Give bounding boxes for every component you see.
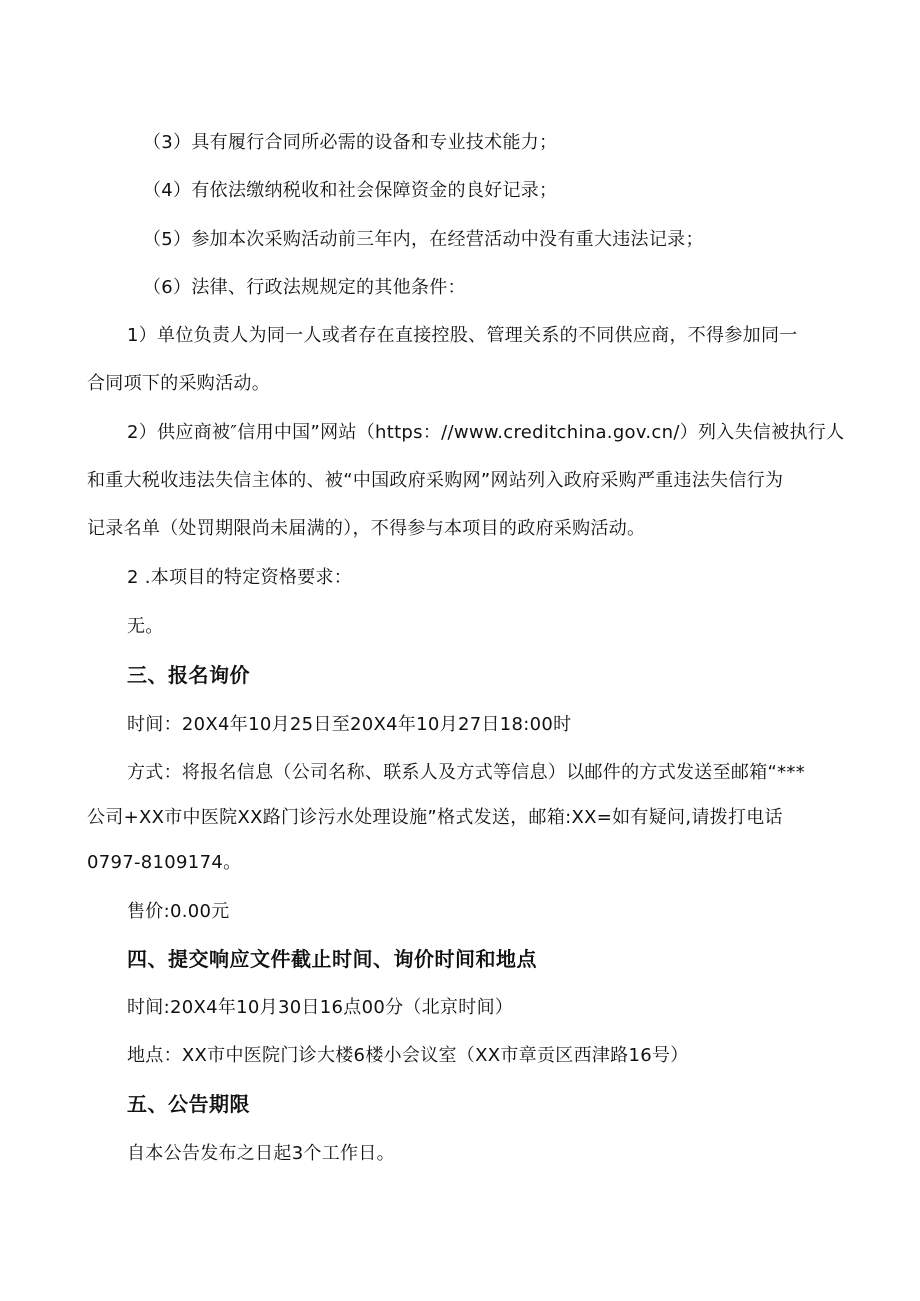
registration-time: 时间：20X4年10月25日至20X4年10月27日18:00时 (127, 714, 572, 735)
section-3-heading: 三、报名询价 (127, 663, 250, 687)
section-4-heading: 四、提交响应文件截止时间、询价时间和地点 (127, 947, 537, 971)
registration-method-line-1: 方式：将报名信息（公司名称、联系人及方式等信息）以邮件的方式发送至邮箱“*** (127, 762, 806, 783)
qualification-item-3: （3）具有履行合同所必需的设备和专业技术能力； (143, 132, 558, 153)
section-5-heading: 五、公告期限 (127, 1092, 250, 1116)
sub-condition-2-line-2: 和重大税收违法失信主体的、被“中国政府采购网”网站列入政府采购严重违法失信行为 (87, 470, 784, 491)
announcement-period: 自本公告发布之日起3个工作日。 (127, 1143, 395, 1164)
sub-condition-1-line-1: 1）单位负责人为同一人或者存在直接控股、管理关系的不同供应商，不得参加同一 (127, 325, 798, 346)
sub-condition-1-line-2: 合同项下的采购活动。 (87, 373, 270, 394)
specific-requirement-value: 无。 (127, 616, 164, 637)
document-price: 售价:0.00元 (127, 901, 230, 922)
qualification-item-5: （5）参加本次采购活动前三年内，在经营活动中没有重大违法记录； (143, 229, 704, 250)
registration-method-line-2: 公司+XX市中医院XX路门诊污水处理设施”格式发送，邮箱:XX=如有疑问,请拨打电话 (87, 807, 783, 828)
specific-requirement-title: 2 .本项目的特定资格要求： (127, 567, 353, 588)
submission-time: 时间:20X4年10月30日16点00分（北京时间） (127, 997, 514, 1018)
submission-place: 地点：XX市中医院门诊大楼6楼小会议室（XX市章贡区西津路16号） (127, 1045, 689, 1066)
registration-method-line-3: 0797-8109174。 (87, 852, 242, 873)
sub-condition-2-line-3: 记录名单（处罚期限尚未届满的），不得参与本项目的政府采购活动。 (87, 518, 646, 539)
qualification-item-6: （6）法律、行政法规规定的其他条件： (143, 277, 466, 298)
qualification-item-4: （4）有依法缴纳税收和社会保障资金的良好记录； (143, 180, 558, 201)
sub-condition-2-line-1: 2）供应商被″信用中国”网站（https：//www.creditchina.gov.cn/）列入失信被执行人 (127, 422, 845, 443)
